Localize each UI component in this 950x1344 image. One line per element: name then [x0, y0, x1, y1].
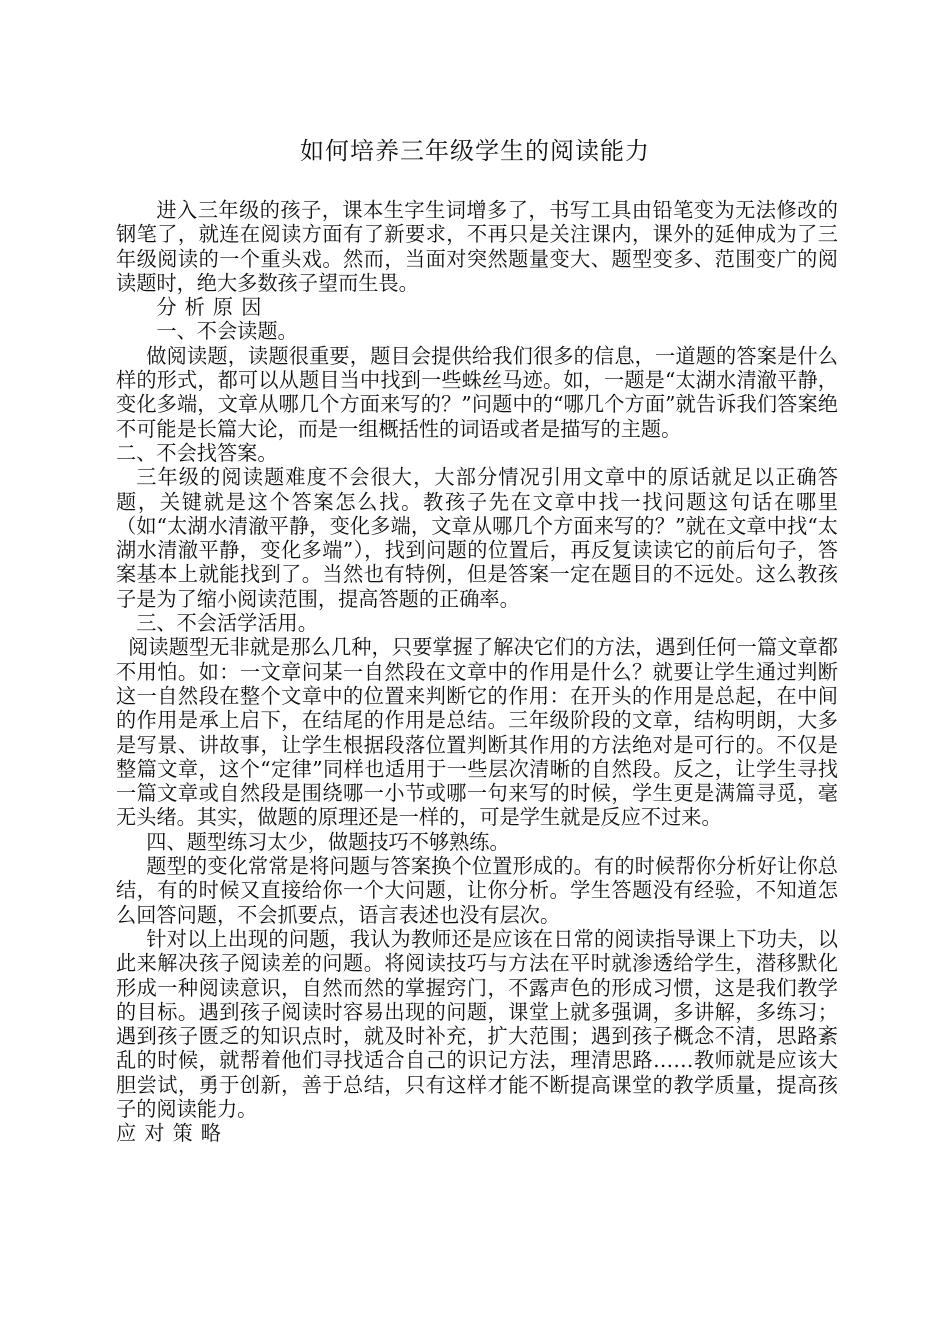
document-title: 如何培养三年级学生的阅读能力: [300, 137, 650, 165]
document-body: [116, 198, 838, 1146]
subheading-1: 一、不会读题。: [156, 319, 298, 344]
paragraph-1: 做阅读题，读题很重要，题目会提供给我们很多的信息，一道题的答案是什么样的形式，都可以从题目当中找到一些蛛丝马迹。如，一题是“太湖水清澈平静，变化多端，文章从哪几个方面来写的？”问题中的“哪几个方面”就告诉我们答案绝不可能是长篇大论，而是一组概括性的词语或者是描写的主题。: [116, 343, 838, 441]
paragraph-intro: 进入三年级的孩子，课本生字生词增多了，书写工具由铅笔变为无法修改的钢笔了，就连在阅读方面有了新要求，不再只是关注课内，课外的延伸成为了三年级阅读的一个重头戏。然而，当面对突然题量变大、题型变多、范围变广的阅读题时，绝大多数孩子望而生畏。: [116, 198, 838, 295]
paragraph-conclusion: 针对以上出现的问题，我认为教师还是应该在日常的阅读指导课上下功夫，以此来解决孩子阅读差的问题。将阅读技巧与方法在平时就渗透给学生，潜移默化形成一种阅读意识，自然而然的掌握窍门，不露声色的形成习惯，这是我们教学的目标。遇到孩子阅读时容易出现的问题，课堂上就多强调，多讲解，多练习；遇到孩子匮乏的知识点时，就及时补充，扩大范围；遇到孩子概念不清，思路紊乱的时候，就帮着他们寻找适合自己的识记方法，理清思路……教师就是应该大胆尝试，勇于创新，善于总结，只有这样才能不断提高课堂的教学质量，提高孩子的阅读能力。: [116, 926, 838, 1121]
subheading-2: 二、不会找答案。: [116, 440, 278, 465]
subheading-3: 三、不会活学活用。: [136, 611, 318, 636]
paragraph-2: 三年级的阅读题难度不会很大，大部分情况引用文章中的原话就足以正确答题，关键就是这个答案怎么找。教孩子先在文章中找一找问题这句话在哪里（如“太湖水清澈平静，变化多端，文章从哪几个方面来写的？”就在文章中找“太湖水清澈平静，变化多端”），找到问题的位置后，再反复读读它的前后句子，答案基本上就能找到了。当然也有特例，但是答案一定在题目的不远处。这么教孩子是为了缩小阅读范围，提高答题的正确率。: [116, 465, 838, 611]
section-heading-strategy: 应对策略: [116, 1121, 230, 1146]
paragraph-4: 题型的变化常常是将问题与答案换个位置形成的。有的时候帮你分析好让你总结，有的时候又直接给你一个大问题，让你分析。学生答题没有经验，不知道怎么回答问题，不会抓要点，语言表述也没有层次。: [116, 854, 838, 927]
paragraph-3: 阅读题型无非就是那么几种，只要掌握了解决它们的方法，遇到任何一篇文章都不用怕。如：一文章问某一自然段在文章中的作用是什么？就要让学生通过判断这一自然段在整个文章中的位置来判断它的作用：在开头的作用是总起，在中间的作用是承上启下，在结尾的作用是总结。三年级阶段的文章，结构明朗，大多是写景、讲故事，让学生根据段落位置判断其作用的方法绝对是可行的。不仅是整篇文章，这个“定律”同样也适用于一些层次清晰的自然段。反之，让学生寻找一篇文章或自然段是围绕哪一小节或哪一句来写的时候，学生更是满篇寻觅，毫无头绪。其实，做题的原理还是一样的，可是学生就是反应不过来。: [116, 635, 838, 830]
section-heading-analysis: 分析原因: [156, 295, 270, 320]
subheading-4: 四、题型练习太少，做题技巧不够熟练。: [146, 829, 510, 854]
